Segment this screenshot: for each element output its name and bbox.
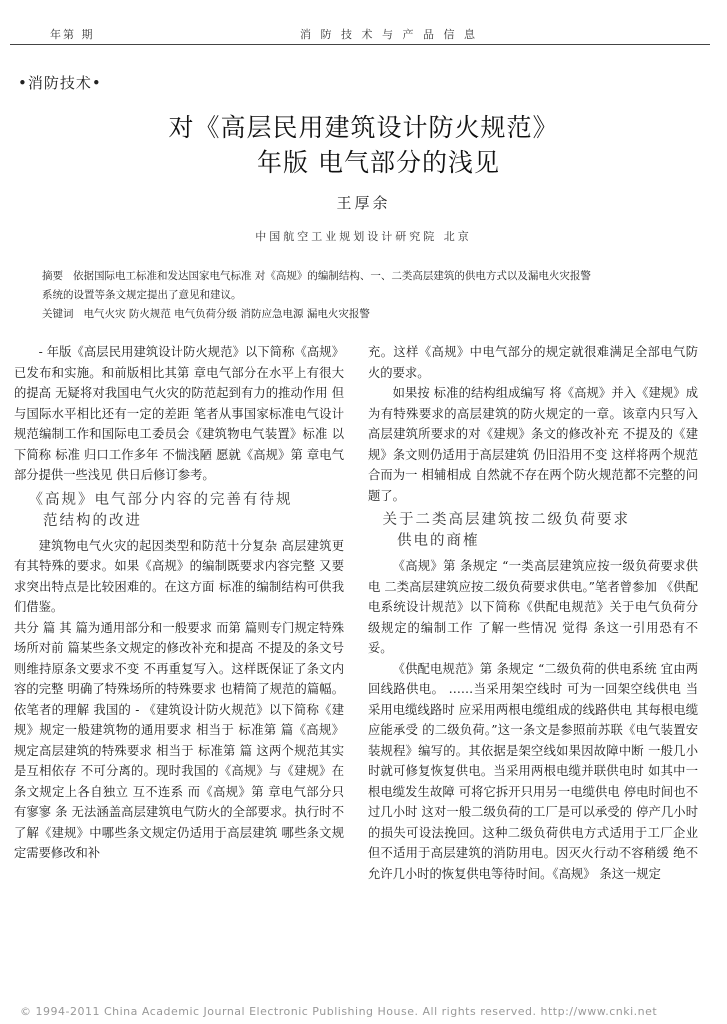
author-name: 王厚余 xyxy=(336,194,391,212)
paragraph-section1-a: 建筑物电气火灾的起因类型和防范十分复杂 高层建筑更有其特殊的要求。如果《高规》的编制既要求内容完整 又要求突出特点是比较困难的。在这方面 标准的编制结构可供我们借鉴。 xyxy=(14,538,344,614)
paragraph-continuation: 充。这样《高规》中电气部分的规定就很难满足全部电气防火的要求。 xyxy=(368,345,698,380)
section-heading-1 xyxy=(14,490,344,532)
section-heading-1-line1: 《高规》电气部分内容的完善有待规 xyxy=(28,491,293,508)
paragraph-section1-b: 共分 篇 其 篇为通用部分和一般要求 而第 篇则专门规定特殊场所对前 篇某些条文规定的修改补充和提高 不提及的条文号则维持原条文要求不变 不再重复写入。这样既保证了条文内容的完整 明确了特殊场所的特殊要求 也精简了规范的篇幅。依笔者的理解 我国的 - 《建筑设计防火规范》以下简称《建规》规定一般建筑物的通用要求 相当于 标准第 篇《高规》规定高层建筑的特殊要求 相当于 标准第 篇 这两个规范其实是互相依存 不可分离的。现时我国的《高规》与《建规》在条文规定上各自独立 互不连系 而《高规》第 章电气部分只有寥寥 条 无法涵盖高层建筑电气防火的全部要求。执行时不了解《建规》中哪些条文规定仍适用于高层建筑 哪些条文规定需要修改和补 xyxy=(14,620,344,860)
section-heading-1-line2: 范结构的改进 xyxy=(43,512,142,529)
copyright-footer: © 1994-2011 China Academic Journal Electronic Publishing House. All rights reserved. http://www.cnki.net xyxy=(20,1005,658,1018)
column-tag: •消防技术• xyxy=(18,74,102,92)
paragraph-intro: - 年版《高层民用建筑设计防火规范》以下简称《高规》已发布和实施。和前版相比其第 章电气部分在水平上有很大的提高 无疑将对我国电气火灾的防范起到有力的推动作用 但与国际水平相比还有一定的差距 笔者从事国家标准电气设计规范编制工作和国际电工委员会《建筑物电气装置》标准 以下简称 标准 归口工作多年 不惴浅陋 愿就《高规》第 章电气部分提供一些浅见 供日后修订参考。 xyxy=(14,345,344,482)
journal-issue: 年第 期 xyxy=(50,28,95,41)
abstract-text-2: 系统的设置等条文规定提出了意见和建议。 xyxy=(42,289,242,301)
section-heading-2-line1: 关于二类高层建筑按二级负荷要求 xyxy=(382,512,630,528)
keywords-label: 关键词 xyxy=(42,308,74,320)
header-rule xyxy=(10,44,710,45)
section-heading-2-line2: 供电的商榷 xyxy=(397,533,480,549)
abstract-text-1: 依据国际电工标准和发达国家电气标准 对《高规》的编制结构、一、二类高层建筑的供电方式以及漏电火灾报警 xyxy=(73,270,591,282)
paragraph-section2-a: 《高规》第 条规定 “一类高层建筑应按一级负荷要求供电 二类高层建筑应按二级负荷要求供电。”笔者曾参加 《供配电系统设计规范》以下简称《供配电规范》关于电气负荷分级规定的编制工作 了解一些情况 觉得 条这一引用恐有不妥。 xyxy=(368,559,698,655)
abstract-block xyxy=(42,267,682,324)
article-title-line2: 年版 电气部分的浅见 xyxy=(257,148,500,177)
running-head xyxy=(0,0,727,40)
left-column xyxy=(14,342,344,864)
abstract-label: 摘要 xyxy=(42,270,63,282)
right-column xyxy=(368,342,698,884)
paragraph-section2-b: 《供配电规范》第 条规定 “二级负荷的供电系统 宜由两回线路供电。 ……当采用架空线时 可为一回架空线供电 当采用电缆线路时 应采用两根电缆组成的线路供电 其每根电缆应能承受 的二级负荷。”这一条文是参照前苏联《电气装置安装规程》编写的。其依据是架空线如果因故障中断 一般几小时就可修复恢复供电。当采用两根电缆并联供电时 如其中一根电缆发生故障 可将它拆开只用另一电缆供电 停电时间也不过几小时 这对一般二级负荷的工厂是可以承受的 停产几小时的损失可设法挽回。这种二级负荷供电方式适用于工厂企业 但不适用于高层建筑的消防用电。因灭火行动不容稍缓 绝不允许几小时的恢复供电等待时间。《高规》 条这一规定 xyxy=(368,661,698,881)
author-affiliation: 中国航空工业规划设计研究院 北京 xyxy=(255,230,472,243)
section-heading-2 xyxy=(368,510,698,552)
journal-name: 消 防 技 术 与 产 品 信 息 xyxy=(300,28,478,41)
article-title-line1: 对《高层民用建筑设计防火规范》 xyxy=(168,113,559,142)
keywords-text: 电气火灾 防火规范 电气负荷分级 消防应急电源 漏电火灾报警 xyxy=(83,308,370,320)
paragraph-section1-c: 如果按 标准的结构组成编写 将《高规》并入《建规》成为有特殊要求的高层建筑的防火规定的一章。该章内只写入高层建筑所要求的对《建规》条文的修改补充 不提及的《建规》条文则仍适用于高层建筑 仍旧沿用不变 这样将两个规范合而为一 相辅相成 自然就不存在两个防火规范都不完整的问题了。 xyxy=(368,386,698,503)
